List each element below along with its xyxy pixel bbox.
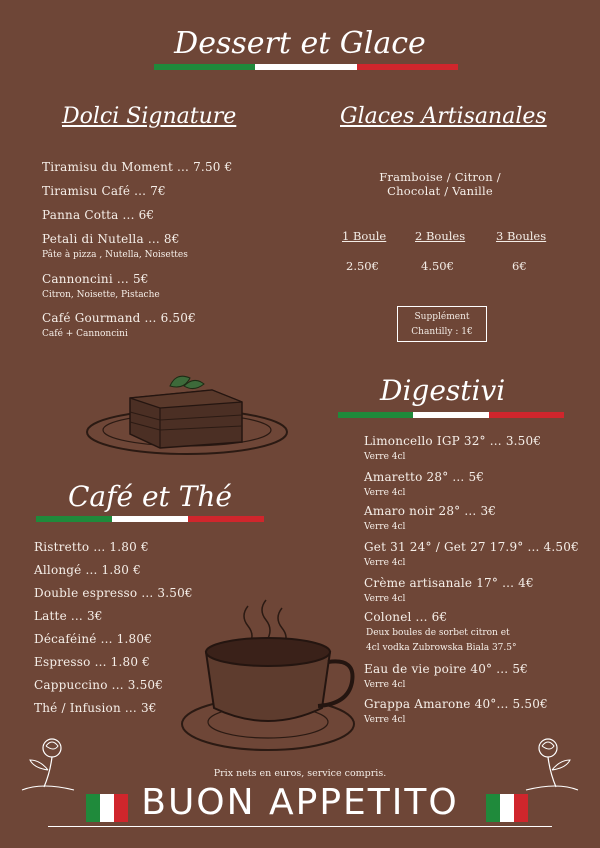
glaces-flavors: Framboise / Citron / [379, 170, 501, 184]
digestivo-item: Limoncello IGP 32° ... 3.50€ [364, 434, 542, 448]
coffee-cup-illustration [178, 596, 358, 756]
digestivi-flag-rule [338, 412, 564, 418]
digestivo-item-desc: Verre 4cl [364, 558, 406, 568]
digestivo-item: Amaro noir 28° ... 3€ [364, 504, 497, 518]
dolci-item-desc: Pâte à pizza , Nutella, Noisettes [42, 250, 188, 260]
price-note: Prix nets en euros, service compris. [213, 768, 387, 779]
digestivo-item-desc: 4cl vodka Zubrowska Biala 37.5° [366, 643, 517, 653]
supplement-box [397, 306, 487, 342]
digestivo-item-desc: Verre 4cl [364, 594, 406, 604]
cafe-item: Allongé ... 1.80 € [34, 563, 141, 577]
digestivo-item: Get 31 24° / Get 27 17.9° ... 4.50€ [364, 540, 579, 554]
cafe-item: Ristretto ... 1.80 € [34, 540, 149, 554]
dolci-heading: Dolci Signature [62, 104, 237, 129]
digestivo-item-desc: Verre 4cl [364, 522, 406, 532]
digestivo-item-desc: Verre 4cl [364, 488, 406, 498]
digestivo-item-desc: Verre 4cl [364, 680, 406, 690]
glaces-flavors: Chocolat / Vanille [387, 184, 493, 198]
dolci-item-desc: Café + Cannoncini [42, 329, 128, 339]
cafe-item: Double espresso ... 3.50€ [34, 586, 193, 600]
boule-option-label: 2 Boules [415, 229, 466, 243]
boule-option-label: 1 Boule [342, 229, 387, 243]
footer-rule [48, 826, 552, 827]
digestivo-item: Colonel ... 6€ [364, 610, 448, 624]
cafe-item: Cappuccino ... 3.50€ [34, 678, 164, 692]
tiramisu-illustration [82, 360, 292, 460]
cafe-item: Décaféiné ... 1.80€ [34, 632, 153, 646]
boule-option-price: 6€ [512, 259, 527, 273]
title-flag-rule [154, 64, 458, 70]
digestivo-item-desc: Deux boules de sorbet citron et [366, 628, 510, 638]
cafe-item: Latte ... 3€ [34, 609, 103, 623]
boule-option-price: 2.50€ [346, 259, 379, 273]
glaces-heading: Glaces Artisanales [340, 104, 547, 129]
dolci-item: Tiramisu du Moment ... 7.50 € [42, 160, 233, 174]
dolci-item: Petali di Nutella ... 8€ [42, 232, 180, 246]
cafe-flag-rule [36, 516, 264, 522]
supplement-label: Supplément [414, 312, 470, 322]
dolci-item: Tiramisu Café ... 7€ [42, 184, 166, 198]
page-title: Dessert et Glace [174, 26, 426, 61]
cafe-heading: Café et Thé [68, 480, 232, 513]
dolci-item: Cannoncini ... 5€ [42, 272, 149, 286]
digestivo-item-desc: Verre 4cl [364, 452, 406, 462]
digestivo-item-desc: Verre 4cl [364, 715, 406, 725]
digestivo-item: Grappa Amarone 40°... 5.50€ [364, 697, 548, 711]
digestivo-item: Crème artisanale 17° ... 4€ [364, 576, 534, 590]
supplement-price: Chantilly : 1€ [411, 327, 473, 337]
boule-option-price: 4.50€ [421, 259, 454, 273]
dolci-item: Café Gourmand ... 6.50€ [42, 311, 196, 325]
italy-flag-right [486, 794, 528, 822]
digestivo-item: Amaretto 28° ... 5€ [364, 470, 485, 484]
digestivi-heading: Digestivi [380, 374, 506, 407]
digestivo-item: Eau de vie poire 40° ... 5€ [364, 662, 528, 676]
buon-appetito-banner: BUON APPETITO [141, 782, 459, 823]
dolci-item-desc: Citron, Noisette, Pistache [42, 290, 160, 300]
boule-option-label: 3 Boules [496, 229, 547, 243]
cafe-item: Espresso ... 1.80 € [34, 655, 151, 669]
cafe-item: Thé / Infusion ... 3€ [34, 701, 157, 715]
dolci-item: Panna Cotta ... 6€ [42, 208, 155, 222]
